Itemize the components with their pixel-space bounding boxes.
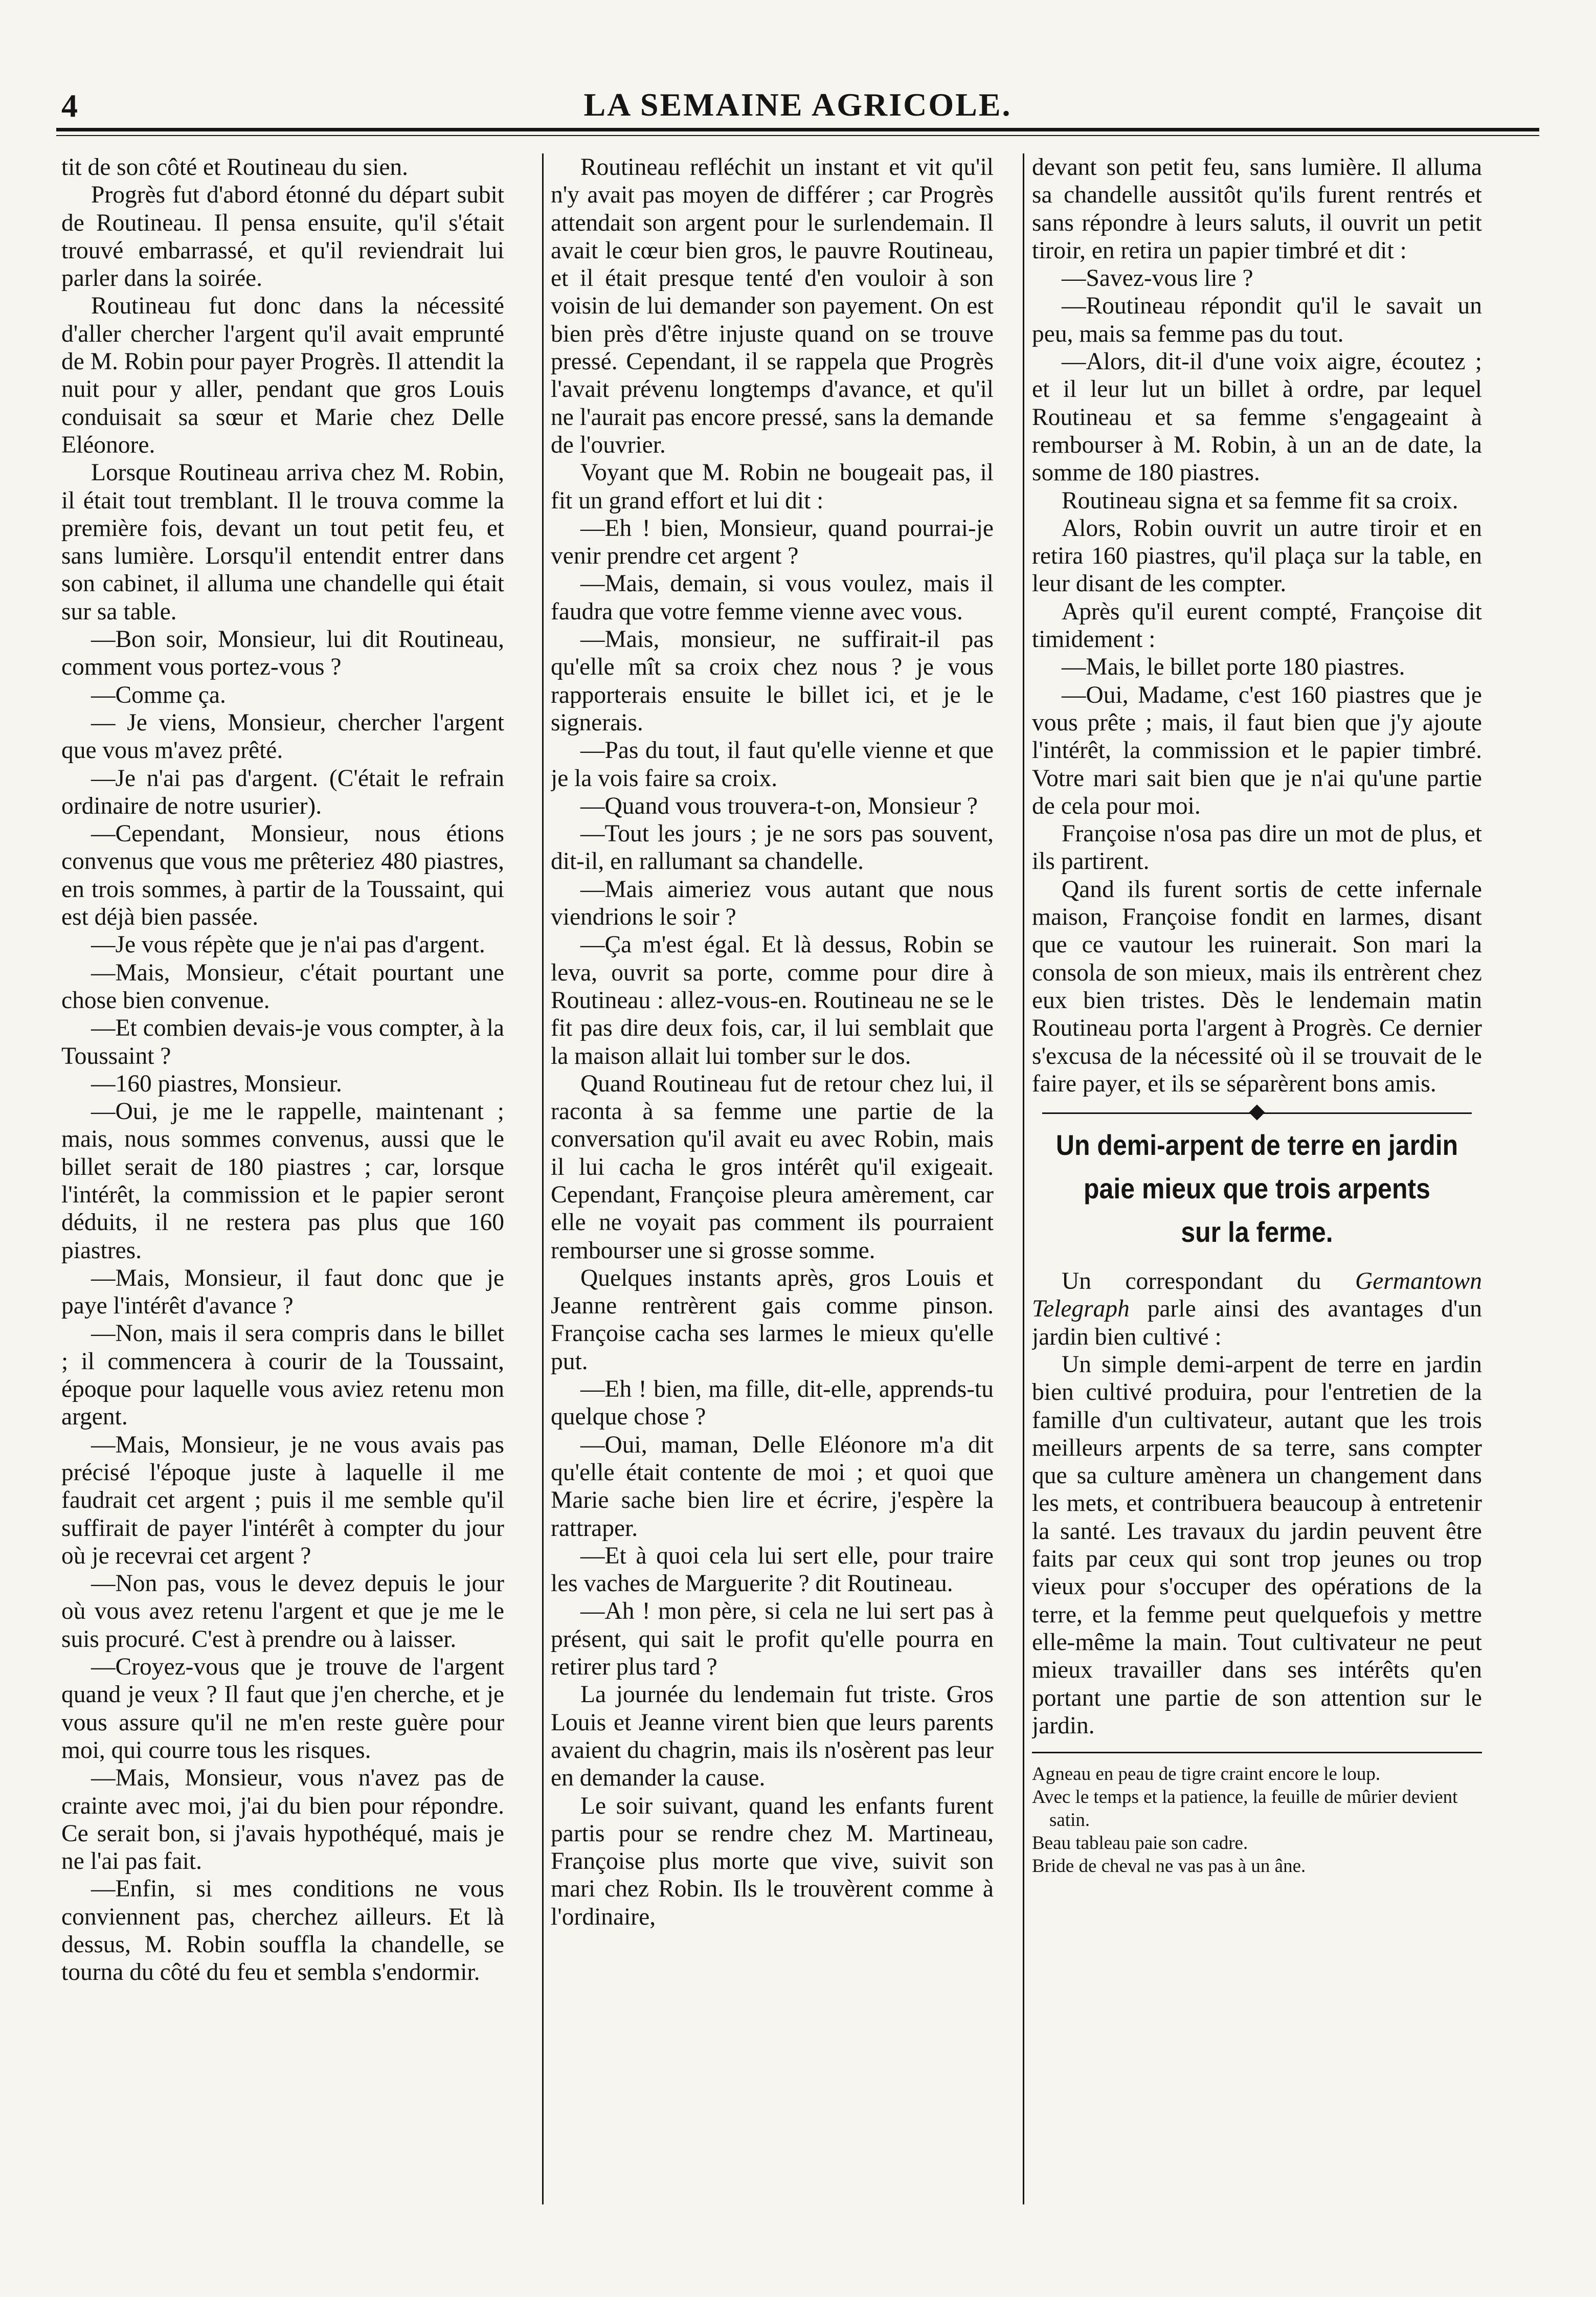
proverb: Beau tableau paie son cadre. [1032,1833,1248,1854]
paragraph: —Mais, monsieur, ne suffirait-il pas qu'elle mît sa croix chez nous ? je vous rapporterais ensuite le billet ici, et je le signerais. [551,626,994,736]
paragraph: —Mais, Monsieur, vous n'avez pas de crainte avec moi, j'ai du bien pour répondre. Ce serait bon, si j'avais hypothéqué, mais je ne l'ai pas fait. [61,1765,504,1875]
column-divider-1 [542,153,544,2204]
paragraph: Routineau signa et sa femme fit sa croix. [1062,487,1458,514]
paragraph: —Routineau répondit qu'il le savait un peu, mais sa femme pas du tout. [1032,293,1482,347]
paragraph: Alors, Robin ouvrit un autre tiroir et en retira 160 piastres, qu'il plaça sur la table, en leur disant de les compter. [1032,515,1482,597]
paragraph: —Bon soir, Monsieur, lui dit Routineau, comment vous portez-vous ? [61,626,504,681]
paragraph: tit de son côté et Routineau du sien. [61,154,409,181]
column-divider-2 [1023,153,1024,2204]
paragraph: —Non pas, vous le devez depuis le jour où vous avez retenu l'argent et que je me le suis procuré. C'est à prendre ou à laisser. [61,1570,504,1653]
paragraph: —Eh ! bien, ma fille, dit-elle, apprends-tu quelque chose ? [551,1376,994,1431]
paragraph: —Cependant, Monsieur, nous étions convenus que vous me prêteriez 480 piastres, en trois sommes, à partir de la Toussaint, qui est déjà bien passée. [61,820,504,931]
separator-ornament-icon [1249,1105,1265,1121]
paragraph: Progrès fut d'abord étonné du départ subit de Routineau. Il pensa ensuite, qu'il s'était trouvé embarrassé, et qu'il reviendrait lui parler dans la soirée. [61,182,504,292]
paragraph: —Mais, Monsieur, je ne vous avais pas précisé l'époque juste à laquelle il me faudrait cet argent ; puis il me semble qu'il suffirait de payer l'intérêt à compter du jour où je recevrai cet argent ? [61,1431,504,1569]
story-continuation [1032,153,1482,1098]
paragraph: Routineau refléchit un instant et vit qu'il n'y avait pas moyen de différer ; car Progrès attendait son argent pour le surlendemain. Il avait le cœur bien gros, le pauvre Routineau, et il était presque tenté d'en vouloir à son voisin de lui demander son payement. On est bien près d'être injuste quand on se trouve pressé. Cependant, il se rappela que Progrès l'avait prévenu longtemps d'avance, et qu'il ne l'aurait pas encore pressé, sans la demande de l'ouvrier. [551,154,994,458]
paragraph: —Je n'ai pas d'argent. (C'était le refrain ordinaire de notre usurier). [61,765,504,819]
text-column-1 [61,153,504,2199]
paragraph: —Et combien devais-je vous compter, à la Toussaint ? [61,1015,504,1069]
paragraph: Quelques instants après, gros Louis et Jeanne rentrèrent gais comme pinson. Françoise cacha ses larmes le mieux qu'elle put. [551,1264,994,1375]
paragraph: —Mais aimeriez vous autant que nous viendrions le soir ? [551,876,994,931]
paragraph: —Mais, Monsieur, il faut donc que je paye l'intérêt d'avance ? [61,1264,504,1320]
paragraph: —Pas du tout, il faut qu'elle vienne et que je la vois faire sa croix. [551,737,994,792]
article-separator [1032,1103,1482,1123]
paragraph: —Savez-vous lire ? [1062,265,1253,292]
paragraph: Après qu'il eurent compté, Françoise dit timidement : [1032,598,1482,653]
paragraph: devant son petit feu, sans lumière. Il alluma sa chandelle aussitôt qu'ils furent rentrés et sans répondre à leurs saluts, il ouvrit un petit tiroir, en retira un papier timbré et dit : [1032,154,1482,264]
paragraph: —Alors, dit-il d'une voix aigre, écoutez ; et il leur lut un billet à ordre, par lequel Routineau et sa femme s'engageaint à rembourser à M. Robin, à un an de date, la somme de 180 piastres. [1032,348,1482,486]
article-body: Un simple demi-arpent de terre en jardin bien cultivé produira, pour l'entretien de la famille d'un cultivateur, autant que les trois meilleurs arpents de sa terre, sans compter que sa culture amènera un changement dans les mets, et contribuera beaucoup à entretenir la santé. Les travaux du jardin peuvent être faits par ceux qui sont trop jeunes ou trop vieux pour s'occuper des opérations de la terre, et la femme peut quelquefois y mettre elle-même la main. Tout cultivateur ne peut mieux travailler dans ses intérêts qu'en portant une partie de son attention sur le jardin. [1032,1351,1482,1739]
newspaper-name: Germantown Telegraph [1032,1268,1482,1323]
page-number: 4 [61,87,78,124]
journal-title: LA SEMAINE AGRICOLE. [583,86,1012,123]
paragraph: —Mais, le billet porte 180 piastres. [1062,654,1405,681]
paragraph: —Croyez-vous que je trouve de l'argent quand je veux ? Il faut que j'en cherche, et je vous assure qu'il ne m'en reste guère pour moi, qui courre tous les risques. [61,1654,504,1764]
paragraph: —Ça m'est égal. Et là dessus, Robin se leva, ouvrit sa porte, comme pour dire à Routineau : allez-vous-en. Routineau ne se le fit pas dire deux fois, car, il lui semblait que la maison allait lui tomber sur le dos. [551,931,994,1069]
paragraph: —Enfin, si mes conditions ne vous conviennent pas, cherchez ailleurs. Et là dessus, M. Robin souffla la chandelle, se tourna du côté du feu et sembla s'endormir. [61,1876,504,1986]
paragraph: —160 piastres, Monsieur. [91,1070,342,1097]
paragraph: —Tout les jours ; je ne sors pas souvent, dit-il, en rallumant sa chandelle. [551,820,994,875]
paragraph: —Oui, Madame, c'est 160 piastres que je vous prête ; mais, il faut bien que j'y ajoute l'intérêt, la commission et le papier timbré. Votre mari sait bien que je n'ai qu'une partie de cela pour moi. [1032,681,1482,819]
paragraph: —Ah ! mon père, si cela ne lui sert pas à présent, qui sait le profit qu'elle pourra en retirer plus tard ? [551,1598,994,1681]
proverbs-list [1032,1763,1482,1878]
paragraph: Françoise n'osa pas dire un mot de plus, et ils partirent. [1032,820,1482,875]
paragraph: Routineau fut donc dans la nécessité d'aller chercher l'argent qu'il avait emprunté de M. Robin pour payer Progrès. Il attendit la nuit pour y aller, pendant que gros Louis conduisait sa sœur et Marie chez Delle Eléonore. [61,293,504,458]
paragraph: —Oui, je me le rappelle, maintenant ; mais, nous sommes convenus, aussi que le billet serait de 180 piastres ; car, lorsque l'intérêt, la commission et le papier seront déduits, il ne restera pas plus que 160 piastres. [61,1098,504,1264]
paragraph: Quand Routineau fut de retour chez lui, il raconta à sa femme une partie de la conversation qu'il avait eu avec Robin, mais il lui cacha le gros intérêt qu'il exigeait. Cependant, Françoise pleura amèrement, car elle ne voyait pas comment ils pourraient rembourser une si grosse somme. [551,1070,994,1264]
paragraph: La journée du lendemain fut triste. Gros Louis et Jeanne virent bien que leurs parents avaient du chagrin, mais ils n'osèrent pas leur en demander la cause. [551,1681,994,1792]
article-intro: Un correspondant du Germantown Telegraph parle ainsi des avantages d'un jardin bien cultivé : [1032,1268,1482,1350]
proverb: Agneau en peau de tigre craint encore le loup. [1032,1764,1381,1785]
article-headline [1032,1123,1482,1254]
paragraph: —Mais, demain, si vous voulez, mais il faudra que votre femme vienne avec vous. [551,570,994,625]
paragraph: —Mais, Monsieur, c'était pourtant une chose bien convenue. [61,959,504,1014]
text-column-2 [551,153,994,2199]
paragraph: Qand ils furent sortis de cette infernale maison, Françoise fondit en larmes, disant que ce vautour les ruinerait. Son mari la consola de son mieux, mais ils entrèrent chez eux bien tristes. Dès le lendemain matin Routineau porta l'argent à Progrès. Ce dernier s'excusa de la nécessité où il se trouvait de le faire payer, et ils se séparèrent bons amis. [1032,876,1482,1097]
paragraph: — Je viens, Monsieur, chercher l'argent que vous m'avez prêté. [61,709,504,764]
header-rule-thin [56,135,1539,136]
text-column-3 [1032,153,1482,2199]
paragraph: —Comme ça. [91,681,226,708]
headline-line: paie mieux que trois arpents [1084,1172,1430,1205]
paragraph: —Quand vous trouvera-t-on, Monsieur ? [580,792,978,819]
headline-line: Un demi-arpent de terre en jardin [1055,1129,1458,1162]
paragraph: Le soir suivant, quand les enfants furent partis pour se rendre chez M. Martineau, Françoise plus morte que vive, suivit son mari chez Robin. Ils le trouvèrent comme à l'ordinaire, [551,1792,994,1930]
headline-line: sur la ferme. [1181,1216,1333,1248]
paragraph: Voyant que M. Robin ne bougeait pas, il fit un grand effort et lui dit : [551,459,994,514]
paragraph: —Et à quoi cela lui sert elle, pour traire les vaches de Marguerite ? dit Routineau. [551,1542,994,1597]
proverbs-rule [1032,1752,1482,1753]
paragraph: —Non, mais il sera compris dans le billet ; il commencera à courir de la Toussaint, époque pour laquelle vous aviez retenu mon argent. [61,1320,504,1431]
header-rule-thick [56,128,1539,131]
paragraph: —Je vous répète que je n'ai pas d'argent. [91,931,485,958]
paragraph: —Eh ! bien, Monsieur, quand pourrai-je venir prendre cet argent ? [551,515,994,570]
proverb: Avec le temps et la patience, la feuille de mûrier devient satin. [1032,1787,1458,1831]
proverb: Bride de cheval ne vas pas à un âne. [1032,1856,1306,1877]
paragraph: Lorsque Routineau arriva chez M. Robin, il était tout tremblant. Il le trouva comme la première fois, devant un tout petit feu, et sans lumière. Lorsqu'il entendit entrer dans son cabinet, il alluma une chandelle qui était sur sa table. [61,459,504,625]
paragraph: —Oui, maman, Delle Eléonore m'a dit qu'elle était contente de moi ; et quoi que Marie sache bien lire et écrire, j'espère la rattraper. [551,1431,994,1542]
